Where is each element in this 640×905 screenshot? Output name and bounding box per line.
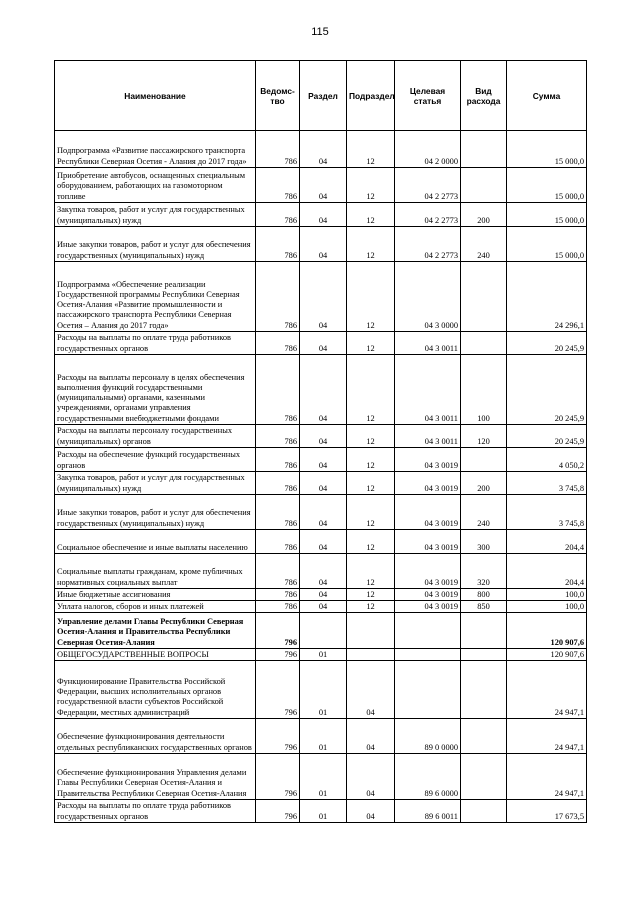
cell-name: Иные закупки товаров, работ и услуг для обеспечения государственных (муниципальных) нужд	[55, 227, 256, 262]
cell-subsection	[347, 649, 395, 661]
cell-section: 04	[300, 472, 347, 495]
cell-department: 786	[256, 131, 300, 168]
cell-name: Подпрограмма «Обеспечение реализации Государственной программы Республики Северная Осетия-Алания «Развитие промышленности и пассажирского транспорта Республики Северная Осетия – Алания до 2017 года»	[55, 262, 256, 332]
cell-target-article: 04 3 0019	[395, 472, 461, 495]
cell-expense-type: 240	[461, 495, 507, 530]
cell-amount: 24 947,1	[507, 719, 587, 754]
cell-target-article: 04 3 0019	[395, 554, 461, 589]
cell-target-article: 04 3 0011	[395, 425, 461, 448]
cell-name: Расходы на выплаты по оплате труда работников государственных органов	[55, 800, 256, 823]
cell-section: 04	[300, 168, 347, 203]
cell-name: Расходы на обеспечение функций государственных органов	[55, 448, 256, 472]
cell-subsection: 12	[347, 448, 395, 472]
cell-department: 786	[256, 530, 300, 554]
table-header-row	[55, 61, 587, 131]
cell-target-article: 04 3 0019	[395, 589, 461, 601]
cell-expense-type	[461, 168, 507, 203]
cell-department: 786	[256, 448, 300, 472]
cell-section: 04	[300, 355, 347, 425]
cell-name: Уплата налогов, сборов и иных платежей	[55, 601, 256, 613]
cell-expense-type: 800	[461, 589, 507, 601]
table-row	[55, 719, 587, 754]
table-row	[55, 530, 587, 554]
cell-name: ОБЩЕГОСУДАРСТВЕННЫЕ ВОПРОСЫ	[55, 649, 256, 661]
cell-name: Расходы на выплаты по оплате труда работников государственных органов	[55, 332, 256, 355]
cell-amount: 24 947,1	[507, 661, 587, 719]
cell-name: Приобретение автобусов, оснащенных специальным оборудованием, работающих на газомоторном топливе	[55, 168, 256, 203]
cell-subsection	[347, 613, 395, 649]
cell-department: 786	[256, 589, 300, 601]
cell-section: 04	[300, 203, 347, 227]
cell-amount: 100,0	[507, 589, 587, 601]
cell-amount: 15 000,0	[507, 203, 587, 227]
cell-department: 796	[256, 754, 300, 800]
cell-amount: 120 907,6	[507, 649, 587, 661]
cell-subsection: 12	[347, 425, 395, 448]
cell-subsection: 12	[347, 530, 395, 554]
header-department: Ведомс-тво	[256, 61, 300, 131]
table-row	[55, 649, 587, 661]
cell-name: Социальные выплаты гражданам, кроме публичных нормативных социальных выплат	[55, 554, 256, 589]
cell-name: Расходы на выплаты персоналу государственных (муниципальных) органов	[55, 425, 256, 448]
header-amount: Сумма	[507, 61, 587, 131]
cell-amount: 100,0	[507, 601, 587, 613]
table-row	[55, 800, 587, 823]
table-row	[55, 131, 587, 168]
cell-expense-type: 850	[461, 601, 507, 613]
cell-expense-type	[461, 131, 507, 168]
cell-amount: 204,4	[507, 530, 587, 554]
table-row	[55, 754, 587, 800]
page-number: 115	[311, 26, 329, 38]
table-row	[55, 227, 587, 262]
cell-section: 04	[300, 601, 347, 613]
table-row	[55, 495, 587, 530]
cell-amount: 15 000,0	[507, 168, 587, 203]
cell-target-article: 04 2 2773	[395, 168, 461, 203]
cell-target-article: 04 3 0019	[395, 530, 461, 554]
table-row	[55, 262, 587, 332]
cell-name: Социальное обеспечение и иные выплаты населению	[55, 530, 256, 554]
cell-amount: 4 050,2	[507, 448, 587, 472]
cell-target-article: 04 3 0019	[395, 601, 461, 613]
cell-subsection: 12	[347, 472, 395, 495]
cell-department: 786	[256, 425, 300, 448]
cell-expense-type	[461, 448, 507, 472]
cell-amount: 120 907,6	[507, 613, 587, 649]
cell-target-article: 89 6 0000	[395, 754, 461, 800]
cell-amount: 20 245,9	[507, 332, 587, 355]
cell-expense-type: 120	[461, 425, 507, 448]
cell-department: 786	[256, 601, 300, 613]
cell-subsection: 12	[347, 227, 395, 262]
cell-section: 04	[300, 448, 347, 472]
cell-target-article	[395, 649, 461, 661]
cell-name: Иные бюджетные ассигнования	[55, 589, 256, 601]
cell-target-article	[395, 613, 461, 649]
budget-table	[54, 60, 587, 823]
cell-amount: 15 000,0	[507, 131, 587, 168]
cell-subsection: 12	[347, 131, 395, 168]
cell-department: 786	[256, 262, 300, 332]
cell-expense-type	[461, 649, 507, 661]
cell-amount: 20 245,9	[507, 425, 587, 448]
cell-section: 01	[300, 661, 347, 719]
cell-expense-type	[461, 262, 507, 332]
cell-name: Подпрограмма «Развитие пассажирского транспорта Республики Северная Осетия - Алания до 2017 года»	[55, 131, 256, 168]
cell-amount: 3 745,8	[507, 495, 587, 530]
table-row	[55, 601, 587, 613]
cell-name: Расходы на выплаты персоналу в целях обеспечения выполнения функций государственными (муниципальными) органами, казенными учреждениями, органами управления государственными внебюджетными фондами	[55, 355, 256, 425]
cell-department: 786	[256, 355, 300, 425]
cell-target-article: 89 0 0000	[395, 719, 461, 754]
cell-section: 04	[300, 554, 347, 589]
cell-name: Обеспечение функционирования Управления делами Главы Республики Северная Осетия-Алания и Правительства Республики Северная Осетия-Алания	[55, 754, 256, 800]
cell-amount: 20 245,9	[507, 355, 587, 425]
cell-department: 786	[256, 203, 300, 227]
cell-target-article: 04 3 0011	[395, 332, 461, 355]
cell-department: 786	[256, 472, 300, 495]
cell-section: 04	[300, 589, 347, 601]
cell-section: 04	[300, 131, 347, 168]
cell-target-article: 04 2 0000	[395, 131, 461, 168]
cell-section: 04	[300, 262, 347, 332]
cell-subsection: 04	[347, 800, 395, 823]
cell-subsection: 12	[347, 262, 395, 332]
cell-target-article: 04 3 0000	[395, 262, 461, 332]
cell-subsection: 12	[347, 554, 395, 589]
table-row	[55, 589, 587, 601]
cell-expense-type: 300	[461, 530, 507, 554]
cell-target-article: 04 3 0011	[395, 355, 461, 425]
cell-name: Иные закупки товаров, работ и услуг для обеспечения государственных (муниципальных) нужд	[55, 495, 256, 530]
table-row	[55, 554, 587, 589]
cell-subsection: 04	[347, 661, 395, 719]
cell-department: 786	[256, 227, 300, 262]
table-row	[55, 168, 587, 203]
cell-target-article: 04 2 2773	[395, 203, 461, 227]
table-row	[55, 613, 587, 649]
cell-subsection: 12	[347, 589, 395, 601]
cell-section: 04	[300, 227, 347, 262]
cell-amount: 15 000,0	[507, 227, 587, 262]
cell-subsection: 12	[347, 495, 395, 530]
cell-expense-type: 320	[461, 554, 507, 589]
cell-section: 01	[300, 800, 347, 823]
cell-section: 01	[300, 719, 347, 754]
cell-expense-type: 200	[461, 203, 507, 227]
cell-name: Функционирование Правительства Российской Федерации, высших исполнительных органов государственной власти субъектов Российской Федерации, местных администраций	[55, 661, 256, 719]
cell-expense-type: 100	[461, 355, 507, 425]
cell-subsection: 04	[347, 719, 395, 754]
cell-department: 786	[256, 168, 300, 203]
header-section: Раздел	[300, 61, 347, 131]
table-row	[55, 425, 587, 448]
header-subsection: Подраздел	[347, 61, 395, 131]
cell-department: 796	[256, 661, 300, 719]
cell-department: 796	[256, 649, 300, 661]
cell-section: 04	[300, 495, 347, 530]
cell-target-article	[395, 661, 461, 719]
table-row	[55, 332, 587, 355]
cell-amount: 24 296,1	[507, 262, 587, 332]
cell-name: Управление делами Главы Республики Северная Осетия-Алания и Правительства Республики Северная Осетия-Алания	[55, 613, 256, 649]
cell-section: 01	[300, 754, 347, 800]
cell-name: Закупка товаров, работ и услуг для государственных (муниципальных) нужд	[55, 472, 256, 495]
cell-section: 04	[300, 332, 347, 355]
cell-name: Закупка товаров, работ и услуг для государственных (муниципальных) нужд	[55, 203, 256, 227]
cell-department: 786	[256, 554, 300, 589]
cell-department: 796	[256, 800, 300, 823]
header-target-article: Целевая статья	[395, 61, 461, 131]
cell-amount: 17 673,5	[507, 800, 587, 823]
cell-subsection: 12	[347, 203, 395, 227]
table-row	[55, 661, 587, 719]
cell-expense-type: 200	[461, 472, 507, 495]
cell-expense-type	[461, 800, 507, 823]
header-name: Наименование	[55, 61, 256, 131]
cell-expense-type: 240	[461, 227, 507, 262]
cell-expense-type	[461, 613, 507, 649]
table-row	[55, 203, 587, 227]
cell-department: 796	[256, 613, 300, 649]
cell-amount: 204,4	[507, 554, 587, 589]
cell-subsection: 12	[347, 168, 395, 203]
header-expense-type: Вид расхода	[461, 61, 507, 131]
cell-section: 04	[300, 530, 347, 554]
cell-subsection: 12	[347, 332, 395, 355]
cell-expense-type	[461, 754, 507, 800]
table-row	[55, 448, 587, 472]
cell-section	[300, 613, 347, 649]
cell-target-article: 04 2 2773	[395, 227, 461, 262]
cell-target-article: 04 3 0019	[395, 495, 461, 530]
table-row	[55, 472, 587, 495]
cell-amount: 24 947,1	[507, 754, 587, 800]
cell-subsection: 12	[347, 601, 395, 613]
cell-department: 796	[256, 719, 300, 754]
cell-amount: 3 745,8	[507, 472, 587, 495]
cell-target-article: 04 3 0019	[395, 448, 461, 472]
cell-subsection: 04	[347, 754, 395, 800]
cell-section: 04	[300, 425, 347, 448]
cell-subsection: 12	[347, 355, 395, 425]
cell-expense-type	[461, 661, 507, 719]
cell-target-article: 89 6 0011	[395, 800, 461, 823]
table-row	[55, 355, 587, 425]
cell-department: 786	[256, 495, 300, 530]
cell-department: 786	[256, 332, 300, 355]
cell-section: 01	[300, 649, 347, 661]
cell-expense-type	[461, 332, 507, 355]
cell-name: Обеспечение функционирования деятельности отдельных республиканских государственных органов	[55, 719, 256, 754]
cell-expense-type	[461, 719, 507, 754]
